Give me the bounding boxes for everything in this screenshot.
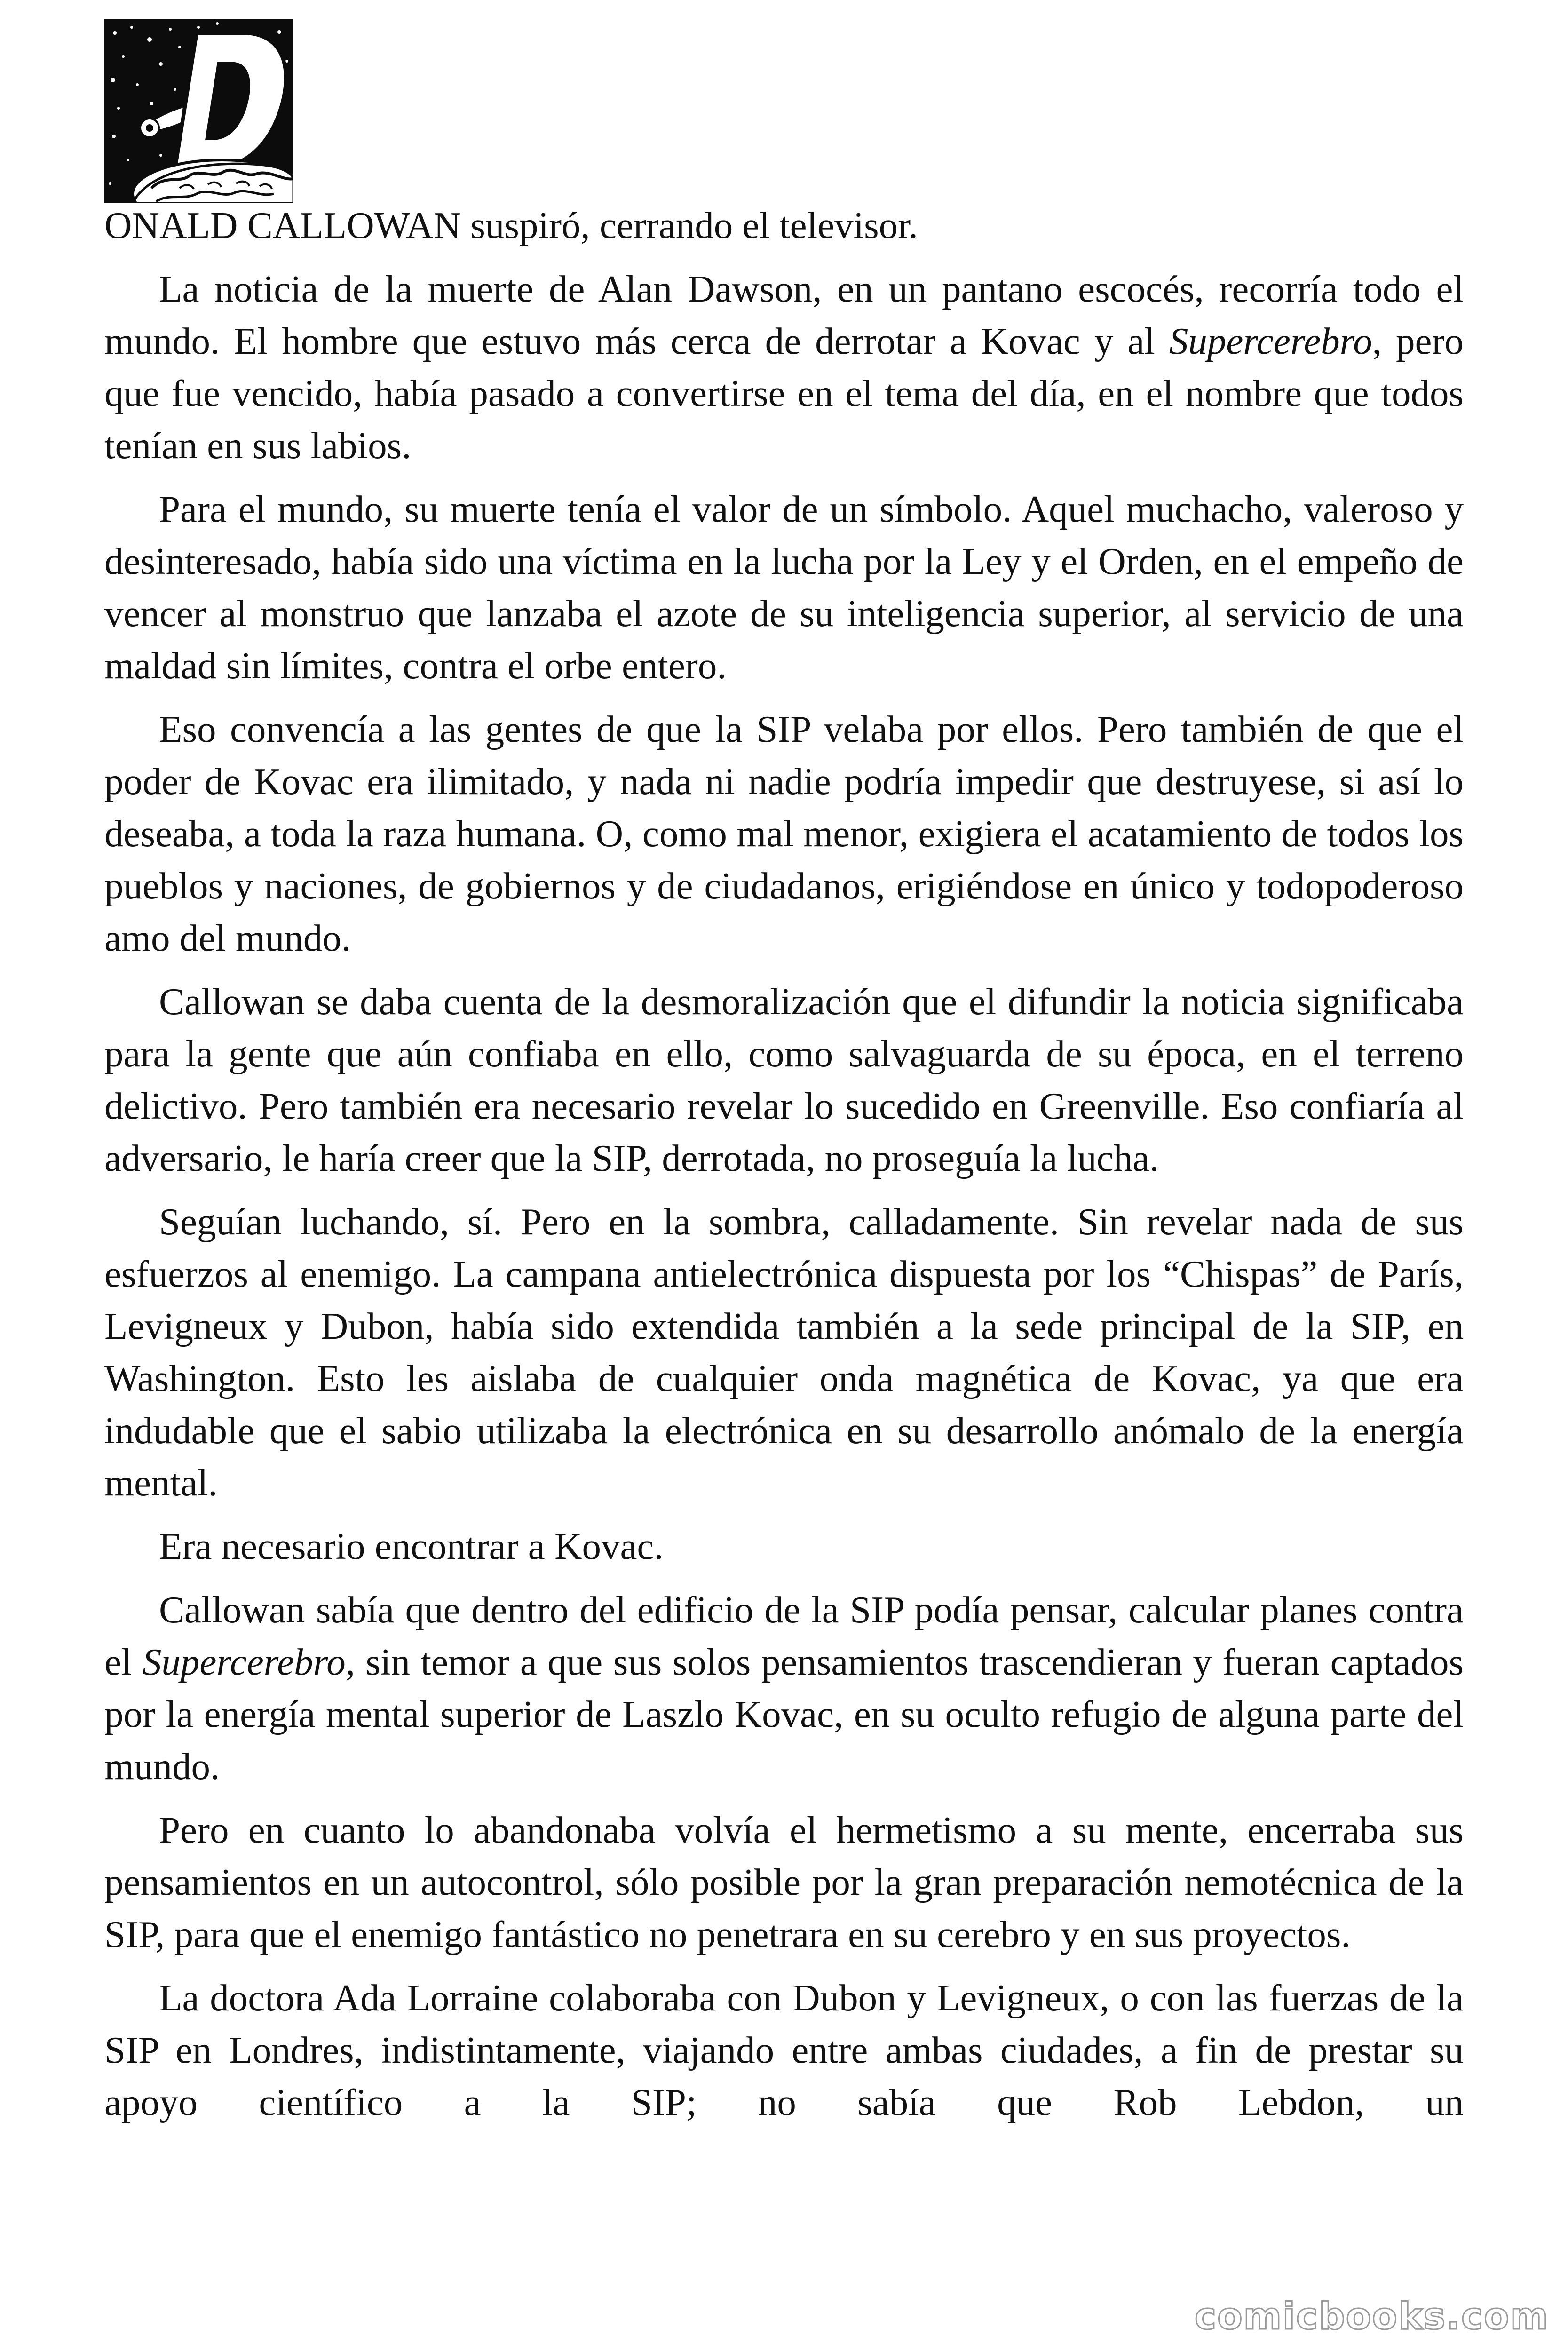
paragraph: Para el mundo, su muerte tenía el valor de un símbolo. Aquel muchacho, valeroso y desinteresado, había sido una víctima en la lucha por la Ley y el Orden, en el empeño de vencer al monstruo que lanzaba el azote de su inteligencia superior, al servicio de una maldad sin límites, contra el orbe entero. bbox=[104, 488, 1464, 687]
book-page bbox=[104, 19, 1464, 2140]
paragraph: La doctora Ada Lorraine colaboraba con Dubon y Levigneux, o con las fuerzas de la SIP en Londres, indistintamente, viajando entre ambas ciudades, a fin de prestar su apoyo científico a la SIP; no sabía que Rob Lebdon, un bbox=[104, 1977, 1464, 2123]
dropcap-d-icon bbox=[104, 19, 293, 203]
watermark: comicbooks.com bbox=[1194, 2296, 1549, 2338]
paragraph: Eso convencía a las gentes de que la SIP velaba por ellos. Pero también de que el poder de Kovac era ilimitado, y nada ni nadie podría impedir que destruyese, si así lo deseaba, a toda la raza humana. O, como mal menor, exigiera el acatamiento de todos los pueblos y naciones, de gobiernos y de ciudadanos, erigiéndose en único y todopoderoso amo del mundo. bbox=[104, 708, 1464, 959]
paragraph: Seguían luchando, sí. Pero en la sombra, calladamente. Sin revelar nada de sus esfuerzos al enemigo. La campana antielectrónica dispuesta por los “Chispas” de París, Levigneux y Dubon, había sido extendida también a la sede principal de la SIP, en Washington. Esto les aislaba de cualquier onda magnética de Kovac, ya que era indudable que el sabio utilizaba la electrónica en su desarrollo anómalo de la energía mental. bbox=[104, 1200, 1464, 1504]
paragraph-text: , sin temor a que sus solos pensamientos trascendieran y fueran captados por la energía mental superior de Laszlo Kovac, en su oculto refugio de alguna parte del mundo. bbox=[104, 1641, 1464, 1788]
paragraph bbox=[104, 263, 1464, 472]
paragraph-text: , pero que fue vencido, había pasado a convertirse en el tema del día, en el nombre que todos tenían en sus labios. bbox=[104, 320, 1464, 467]
body-text bbox=[104, 199, 1464, 2129]
italic-title: Supercerebro bbox=[1169, 320, 1372, 362]
paragraph bbox=[104, 1584, 1464, 1793]
paragraph: Era necesario encontrar a Kovac. bbox=[159, 1525, 664, 1567]
paragraph-text: La noticia de la muerte de Alan Dawson, en un pantano escocés, recorría todo el mundo. El hombre que estuvo más cerca de derrotar a Kovac y al bbox=[104, 268, 1464, 362]
paragraph: Pero en cuanto lo abandonaba volvía el hermetismo a su mente, encerraba sus pensamientos en un autocontrol, sólo posible por la gran preparación nemotécnica de la SIP, para que el enemigo fantástico no penetrara en su cerebro y en sus proyectos. bbox=[104, 1809, 1464, 1955]
italic-title: Supercerebro bbox=[142, 1641, 346, 1683]
paragraph-text: Callowan sabía que dentro del edificio de la SIP podía pensar, calcular planes contra el bbox=[104, 1589, 1464, 1683]
paragraph: ONALD CALLOWAN suspiró, cerrando el televisor. bbox=[104, 204, 918, 246]
paragraph: Callowan se daba cuenta de la desmoralización que el difundir la noticia significaba para la gente que aún confiaba en ello, como salvaguarda de su época, en el terreno delictivo. Pero también era necesario revelar lo sucedido en Greenville. Eso confiaría al adversario, le haría creer que la SIP, derrotada, no proseguía la lucha. bbox=[104, 980, 1464, 1179]
